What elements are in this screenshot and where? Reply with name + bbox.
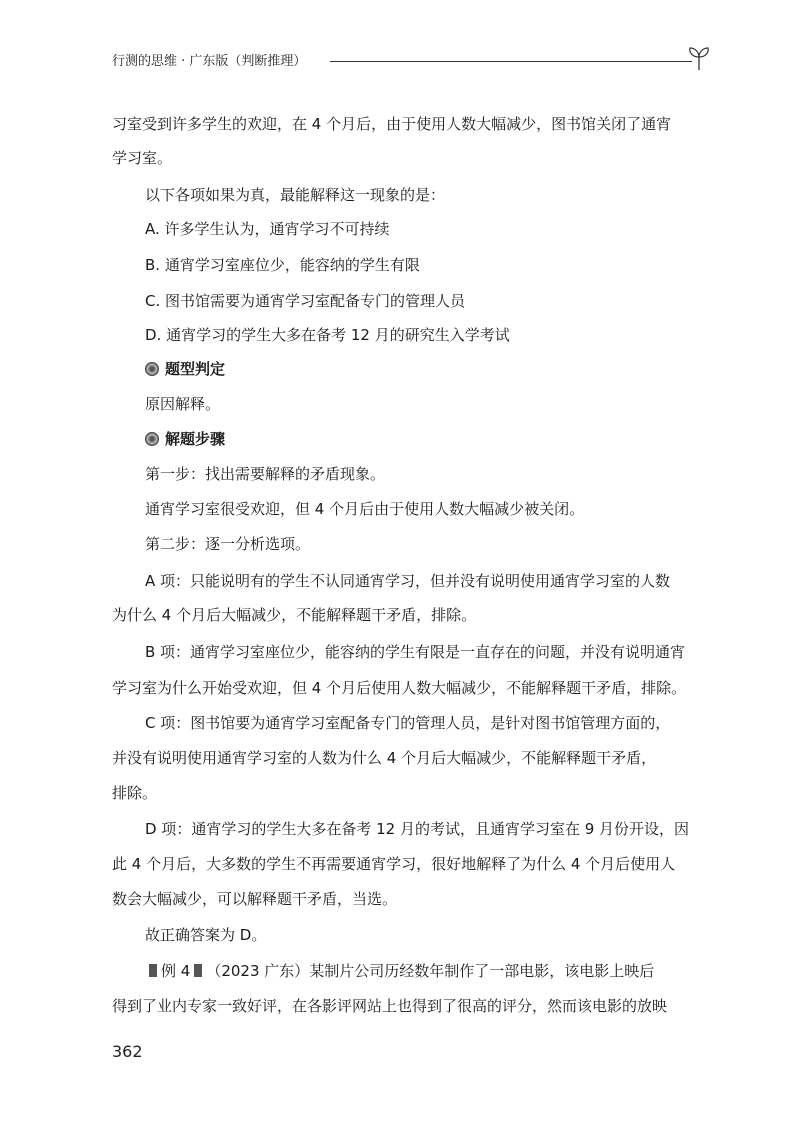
- analysis-c-line-1: C 项：图书馆要为通宵学习室配备专门的管理人员，是针对图书馆管理方面的，: [145, 714, 671, 732]
- example-text-1: （2023 广东）某制片公司历经数年制作了一部电影，该电影上映后: [206, 962, 655, 980]
- step-1-text: 通宵学习室很受欢迎，但 4 个月后由于使用人数大幅减少被关闭。: [145, 500, 585, 518]
- section-type-text: 原因解释。: [145, 395, 221, 413]
- example-label: 例 4: [161, 962, 191, 980]
- passage-line-2: 学习室。: [112, 149, 173, 167]
- step-2: 第二步：逐一分析选项。: [145, 535, 311, 553]
- section-steps-title: 解题步骤: [165, 430, 226, 448]
- page-number: 362: [112, 1042, 143, 1061]
- analysis-d-line-2: 此 4 个月后，大多数的学生不再需要通宵学习，很好地解释了为什么 4 个月后使用人: [112, 855, 676, 873]
- analysis-a-line-2: 为什么 4 个月后大幅减少，不能解释题干矛盾，排除。: [112, 606, 477, 624]
- running-header: [112, 44, 712, 74]
- example-line-2: 得到了业内专家一致好评，在各影评网站上也得到了很高的评分，然而该电影的放映: [112, 997, 668, 1015]
- step-1: 第一步：找出需要解释的矛盾现象。: [145, 465, 386, 483]
- passage-line-1: 习室受到许多学生的欢迎，在 4 个月后，由于使用人数大幅减少，图书馆关闭了通宵: [112, 115, 672, 133]
- section-steps-heading: [145, 428, 225, 449]
- option-a: A. 许多学生认为，通宵学习不可持续: [145, 220, 390, 238]
- option-c: C. 图书馆需要为通宵学习室配备专门的管理人员: [145, 292, 466, 310]
- question-stem: 以下各项如果为真，最能解释这一现象的是：: [145, 186, 446, 204]
- option-d: D. 通宵学习的学生大多在备考 12 月的研究生入学考试: [145, 326, 510, 344]
- header-title: 行测的思维 · 广东版（判断推理）: [112, 54, 307, 69]
- analysis-c-line-3: 排除。: [112, 784, 158, 802]
- section-type-title: 题型判定: [165, 360, 226, 378]
- bracket-mark-icon: [194, 964, 202, 977]
- example-line-1: [145, 960, 654, 981]
- section-bullet-icon: [145, 432, 159, 446]
- option-b: B. 通宵学习室座位少，能容纳的学生有限: [145, 256, 420, 274]
- analysis-b-line-1: B 项：通宵学习室座位少，能容纳的学生有限是一直存在的问题，并没有说明通宵: [145, 643, 686, 661]
- answer: 故正确答案为 D。: [145, 926, 267, 944]
- section-type-heading: [145, 358, 225, 379]
- analysis-c-line-2: 并没有说明使用通宵学习室的人数为什么 4 个月后大幅减少，不能解释题干矛盾，: [112, 749, 657, 767]
- header-rule: [330, 61, 692, 62]
- analysis-a-line-1: A 项：只能说明有的学生不认同通宵学习，但并没有说明使用通宵学习室的人数: [145, 572, 671, 590]
- analysis-d-line-3: 数会大幅减少，可以解释题干矛盾，当选。: [112, 890, 398, 908]
- sprout-icon: [686, 44, 712, 72]
- section-bullet-icon: [145, 362, 159, 376]
- bracket-mark-icon: [149, 964, 157, 977]
- analysis-d-line-1: D 项：通宵学习的学生大多在备考 12 月的考试，且通宵学习室在 9 月份开设，因: [145, 820, 690, 838]
- analysis-b-line-2: 学习室为什么开始受欢迎，但 4 个月后使用人数大幅减少，不能解释题干矛盾，排除。: [112, 679, 687, 697]
